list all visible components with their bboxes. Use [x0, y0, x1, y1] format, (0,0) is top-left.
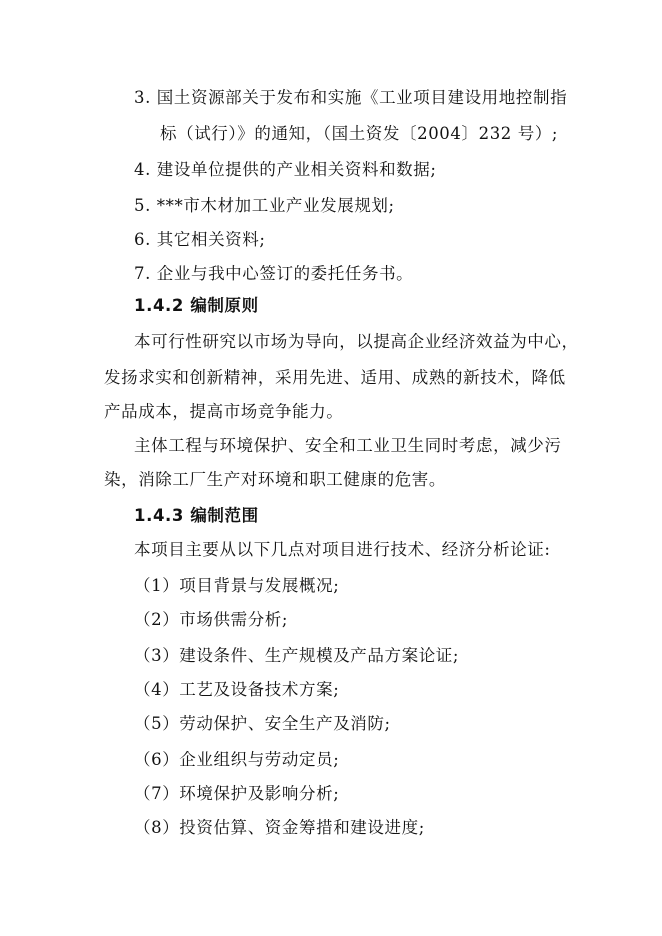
principle-paragraph-1-line-1: 本可行性研究以市场为导向，以提高企业经济效益为中心，: [134, 332, 579, 351]
reference-item-3-line-2: 标（试行）》的通知，（国土资发〔2004〕232 号）;: [160, 124, 559, 143]
reference-item-5: 5. ***市木材加工业产业发展规划;: [134, 196, 395, 215]
reference-item-4: 4. 建设单位提供的产业相关资料和数据;: [134, 160, 437, 179]
section-heading-1-4-2: 1.4.2 编制原则: [134, 296, 259, 315]
reference-item-3-line-1: 3. 国土资源部关于发布和实施《工业项目建设用地控制指: [134, 88, 568, 107]
section-heading-1-4-3: 1.4.3 编制范围: [134, 506, 259, 525]
scope-item-2: （2）市场供需分析;: [134, 610, 289, 629]
principle-paragraph-2-line-1: 主体工程与环境保护、安全和工业卫生同时考虑，减少污: [134, 436, 562, 455]
scope-item-8: （8）投资估算、资金筹措和建设进度;: [134, 818, 425, 837]
principle-paragraph-1-line-3: 产品成本，提高市场竞争能力。: [104, 402, 344, 421]
principle-paragraph-2-line-2: 染，消除工厂生产对环境和职工健康的危害。: [104, 470, 446, 489]
scope-item-5: （5）劳动保护、安全生产及消防;: [134, 714, 391, 733]
scope-item-3: （3）建设条件、生产规模及产品方案论证;: [134, 646, 460, 665]
scope-item-1: （1）项目背景与发展概况;: [134, 576, 340, 595]
scope-intro: 本项目主要从以下几点对项目进行技术、经济分析论证:: [134, 540, 551, 559]
reference-item-6: 6. 其它相关资料;: [134, 230, 266, 249]
principle-paragraph-1-line-2: 发扬求实和创新精神，采用先进、适用、成熟的新技术，降低: [104, 368, 566, 387]
scope-item-7: （7）环境保护及影响分析;: [134, 784, 340, 803]
scope-item-6: （6）企业组织与劳动定员;: [134, 750, 340, 769]
scope-item-4: （4）工艺及设备技术方案;: [134, 680, 340, 699]
reference-item-7: 7. 企业与我中心签订的委托任务书。: [134, 264, 414, 283]
